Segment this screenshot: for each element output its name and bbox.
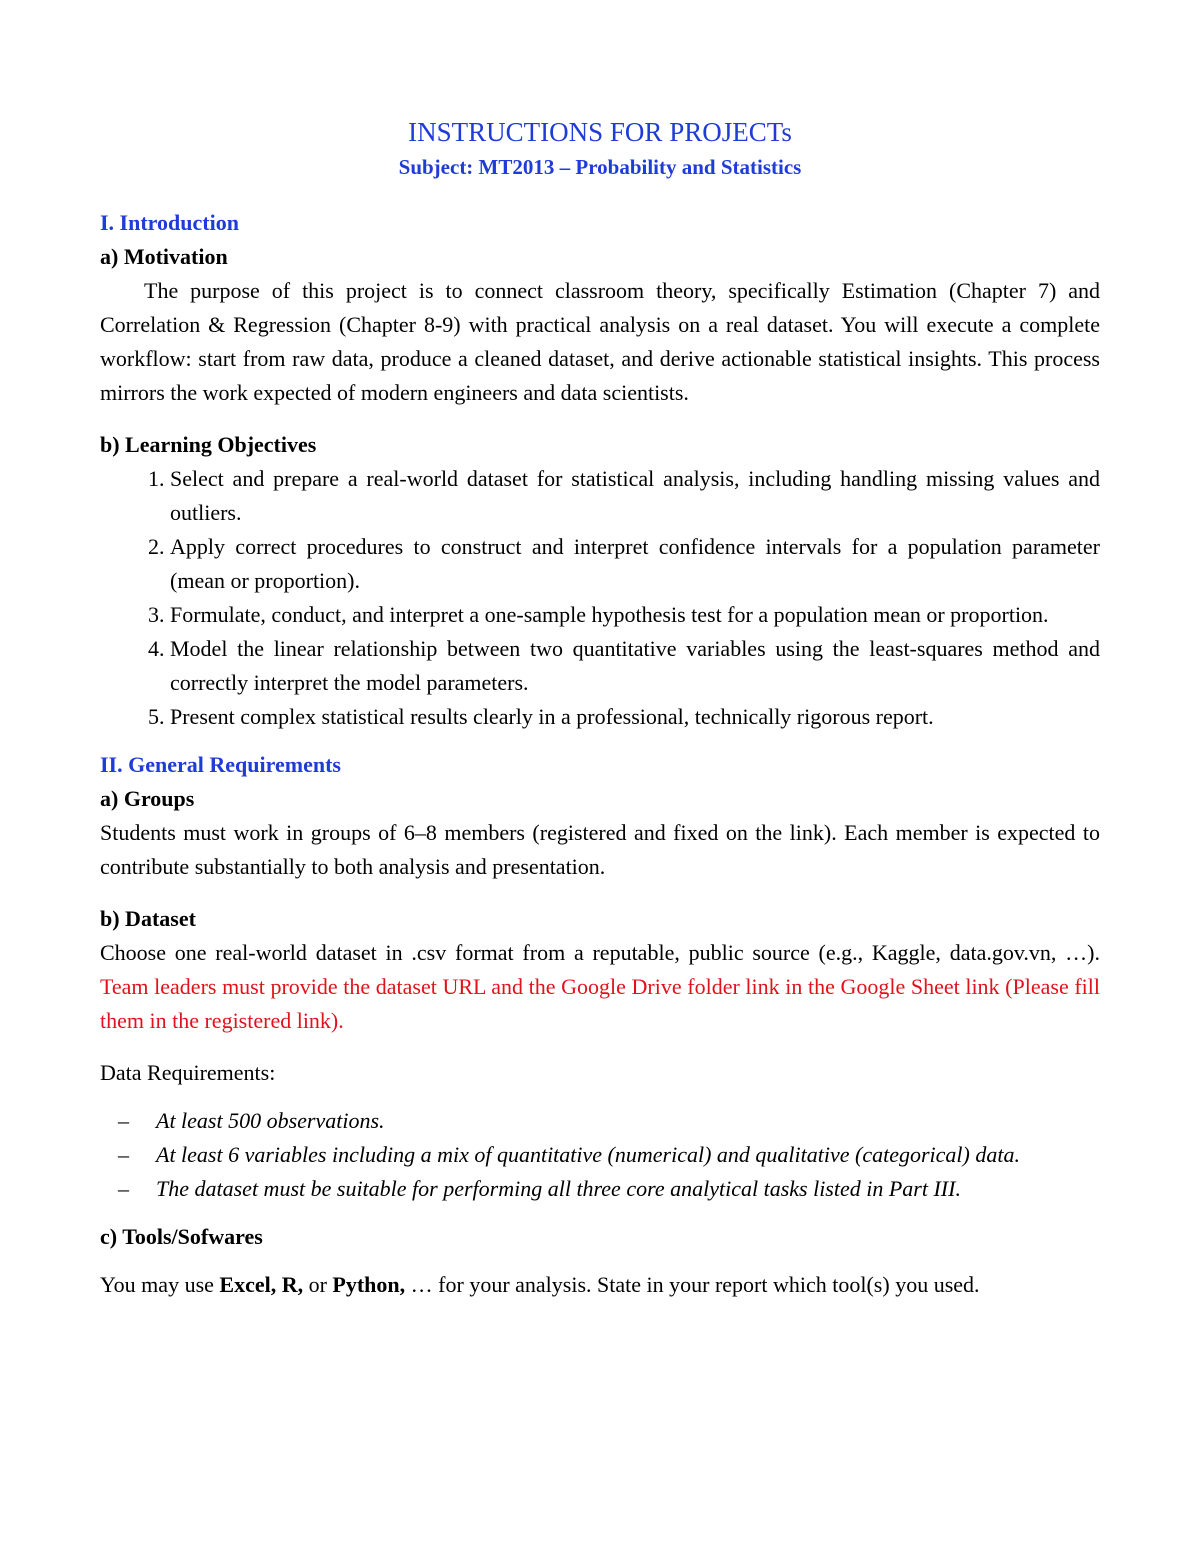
dash-bullet: – <box>118 1176 129 1201</box>
objective-item: 3. Formulate, conduct, and interpret a one-sample hypothesis test for a population mean or proportion. <box>170 598 1100 632</box>
document-subtitle: Subject: MT2013 – Probability and Statistics <box>398 155 802 179</box>
objective-item: 2. Apply correct procedures to construct and interpret confidence intervals for a population parameter (mean or proportion). <box>170 530 1100 598</box>
groups-paragraph: Students must work in groups of 6–8 members (registered and fixed on the link). Each member is expected to contribute substantially to both analysis and presentation. <box>100 820 1100 879</box>
learning-objectives-heading: b) Learning Objectives <box>100 432 317 457</box>
dataset-highlight-text: Team leaders must provide the dataset URL and the Google Drive folder link in the Google Sheet link (Please fill them in the registered link). <box>100 974 1100 1033</box>
dataset-heading: b) Dataset <box>100 906 196 931</box>
data-requirements-label: Data Requirements: <box>100 1060 276 1085</box>
document-title: INSTRUCTIONS FOR PROJECTs <box>408 117 792 147</box>
tool-excel-r: Excel, R, <box>219 1272 304 1297</box>
tools-paragraph: You may use Excel, R, or Python, … for your analysis. State in your report which tool(s) you used. <box>100 1272 980 1297</box>
objective-item: 1. Select and prepare a real-world dataset for statistical analysis, including handling missing values and outliers. <box>170 462 1100 530</box>
tool-python: Python, <box>332 1272 406 1297</box>
data-requirement-item: – At least 6 variables including a mix of quantitative (numerical) and qualitative (categorical) data. <box>100 1138 1100 1172</box>
data-requirements-list <box>100 1104 1100 1206</box>
document-page <box>100 112 1100 1302</box>
objective-item: 4. Model the linear relationship between two quantitative variables using the least-squares method and correctly interpret the model parameters. <box>170 632 1100 700</box>
dash-bullet: – <box>118 1108 129 1133</box>
dataset-text: Choose one real-world dataset in .csv format from a reputable, public source (e.g., Kaggle, data.gov.vn, …). <box>100 940 1100 965</box>
dataset-paragraph <box>100 936 1100 1038</box>
groups-heading: a) Groups <box>100 786 195 811</box>
data-requirement-item: – The dataset must be suitable for performing all three core analytical tasks listed in Part III. <box>100 1172 1100 1206</box>
dash-bullet: – <box>118 1142 129 1167</box>
section-introduction-heading: I. Introduction <box>100 210 239 235</box>
learning-objectives-list <box>100 462 1100 734</box>
motivation-paragraph: The purpose of this project is to connect classroom theory, specifically Estimation (Chapter 7) and Correlation & Regression (Chapter 8-9) with practical analysis on a real dataset. You will execute a complete workflow: start from raw data, produce a cleaned dataset, and derive actionable statistical insights. This process mirrors the work expected of modern engineers and data scientists. <box>100 278 1100 405</box>
tools-heading: c) Tools/Sofwares <box>100 1224 263 1249</box>
data-requirement-item: – At least 500 observations. <box>100 1104 1100 1138</box>
objective-item: 5. Present complex statistical results clearly in a professional, technically rigorous report. <box>170 700 1100 734</box>
section-general-requirements-heading: II. General Requirements <box>100 752 341 777</box>
motivation-heading: a) Motivation <box>100 244 228 269</box>
